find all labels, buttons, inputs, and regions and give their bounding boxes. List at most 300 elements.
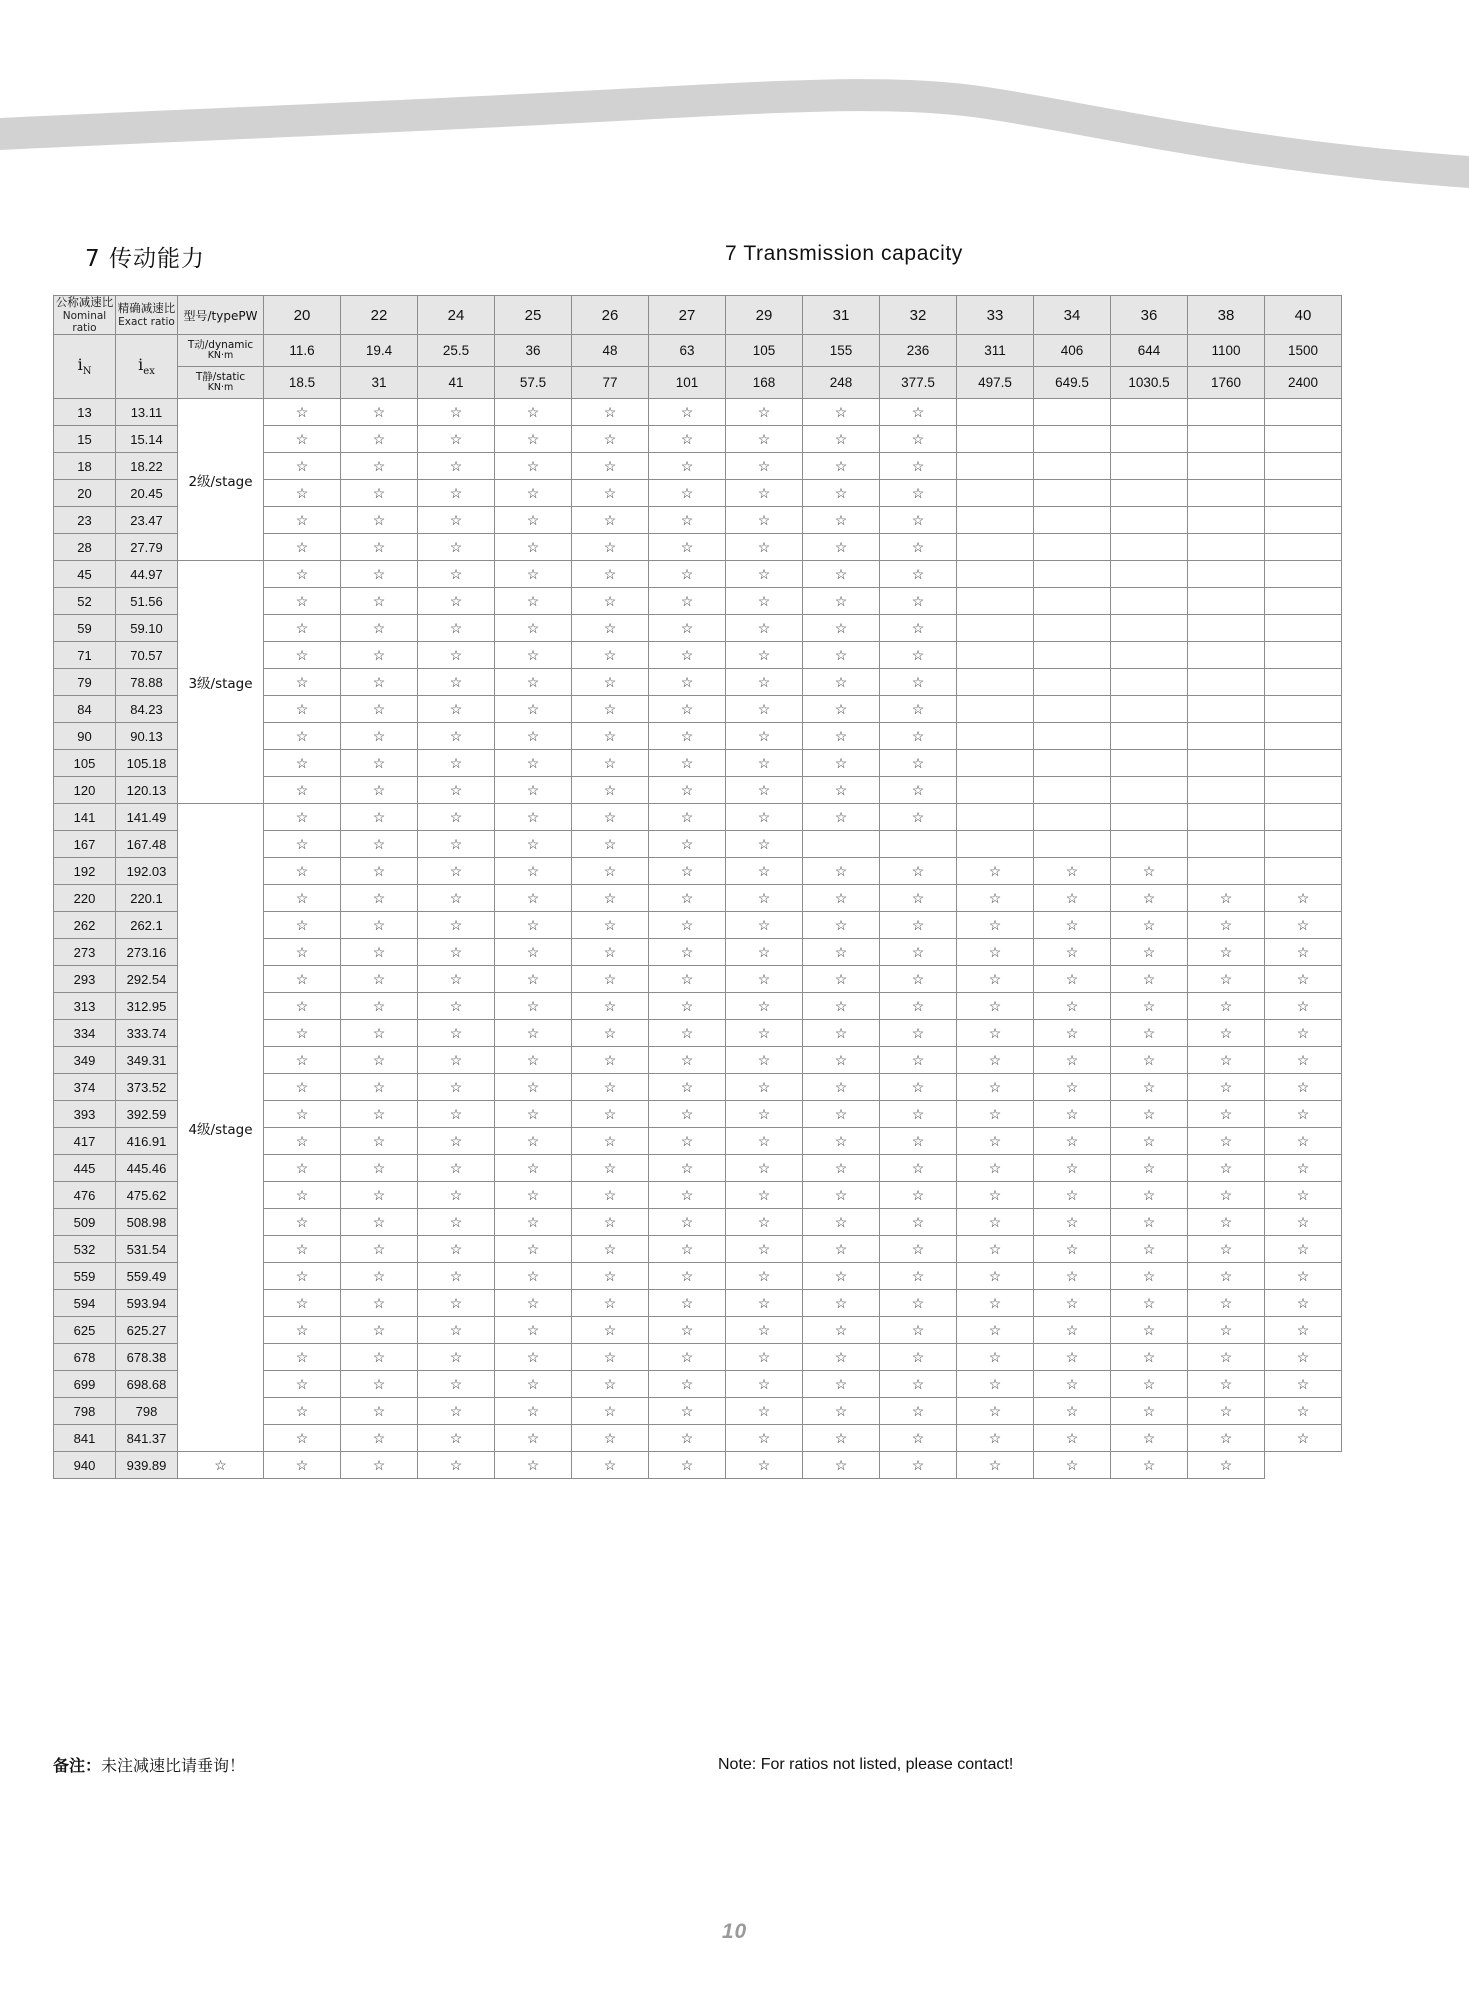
torque-static-value: 41 [418, 367, 495, 399]
cell-exact-ratio: 625.27 [116, 1317, 178, 1344]
header-pw-size: 31 [803, 296, 880, 335]
header-exact-ratio-en: Exact ratio [118, 315, 175, 328]
cell-available-mark: ☆ [1111, 1263, 1188, 1290]
cell-available-mark: ☆ [649, 1209, 726, 1236]
header-pw-size: 33 [957, 296, 1034, 335]
note-cn-label: 备注： [53, 1756, 102, 1775]
cell-available-mark: ☆ [1111, 1128, 1188, 1155]
cell-available-mark: ☆ [572, 588, 649, 615]
cell-available-mark: ☆ [264, 615, 341, 642]
cell-exact-ratio: 593.94 [116, 1290, 178, 1317]
cell-available-mark: ☆ [1034, 939, 1111, 966]
cell-nominal-ratio: 141 [54, 804, 116, 831]
cell-available-mark: ☆ [649, 1263, 726, 1290]
cell-available-mark: ☆ [572, 426, 649, 453]
cell-available-mark: ☆ [1265, 1209, 1342, 1236]
cell-available-mark: ☆ [264, 1398, 341, 1425]
cell-exact-ratio: 292.54 [116, 966, 178, 993]
cell-available-mark: ☆ [418, 534, 495, 561]
cell-available-mark: ☆ [649, 1236, 726, 1263]
cell-available-mark: ☆ [726, 615, 803, 642]
cell-available-mark: ☆ [418, 453, 495, 480]
cell-available-mark: ☆ [880, 642, 957, 669]
cell-unavailable [1111, 777, 1188, 804]
torque-dynamic-value: 63 [649, 335, 726, 367]
cell-available-mark: ☆ [264, 534, 341, 561]
cell-available-mark: ☆ [726, 1236, 803, 1263]
cell-available-mark: ☆ [1034, 993, 1111, 1020]
cell-available-mark: ☆ [1111, 1371, 1188, 1398]
transmission-capacity-table [53, 295, 1342, 1479]
cell-available-mark: ☆ [803, 453, 880, 480]
cell-unavailable [1265, 777, 1342, 804]
cell-available-mark: ☆ [341, 1020, 418, 1047]
cell-available-mark: ☆ [178, 1452, 264, 1479]
cell-available-mark: ☆ [572, 561, 649, 588]
cell-nominal-ratio: 273 [54, 939, 116, 966]
cell-available-mark: ☆ [803, 1074, 880, 1101]
cell-available-mark: ☆ [1188, 1344, 1265, 1371]
cell-available-mark: ☆ [726, 453, 803, 480]
cell-available-mark: ☆ [341, 534, 418, 561]
cell-available-mark: ☆ [726, 750, 803, 777]
cell-available-mark: ☆ [880, 615, 957, 642]
cell-available-mark: ☆ [1034, 1047, 1111, 1074]
cell-available-mark: ☆ [803, 1155, 880, 1182]
cell-unavailable [957, 588, 1034, 615]
cell-available-mark: ☆ [1111, 1155, 1188, 1182]
cell-exact-ratio: 105.18 [116, 750, 178, 777]
cell-available-mark: ☆ [1111, 912, 1188, 939]
cell-exact-ratio: 13.11 [116, 399, 178, 426]
cell-available-mark: ☆ [1034, 1209, 1111, 1236]
cell-unavailable [1111, 507, 1188, 534]
cell-available-mark: ☆ [957, 966, 1034, 993]
cell-exact-ratio: 475.62 [116, 1182, 178, 1209]
cell-available-mark: ☆ [649, 1182, 726, 1209]
cell-unavailable [1034, 696, 1111, 723]
cell-available-mark: ☆ [341, 1074, 418, 1101]
cell-available-mark: ☆ [649, 1047, 726, 1074]
cell-available-mark: ☆ [1111, 993, 1188, 1020]
cell-available-mark: ☆ [957, 1263, 1034, 1290]
cell-nominal-ratio: 45 [54, 561, 116, 588]
cell-available-mark: ☆ [880, 966, 957, 993]
cell-available-mark: ☆ [1111, 1182, 1188, 1209]
cell-available-mark: ☆ [649, 1398, 726, 1425]
cell-available-mark: ☆ [880, 912, 957, 939]
cell-available-mark: ☆ [649, 426, 726, 453]
cell-exact-ratio: 141.49 [116, 804, 178, 831]
note-cn-text: 未注减速比请垂询！ [101, 1756, 246, 1775]
cell-unavailable [957, 723, 1034, 750]
cell-unavailable [957, 804, 1034, 831]
cell-exact-ratio: 939.89 [116, 1452, 178, 1479]
cell-available-mark: ☆ [572, 1425, 649, 1452]
cell-nominal-ratio: 15 [54, 426, 116, 453]
cell-available-mark: ☆ [495, 1020, 572, 1047]
cell-available-mark: ☆ [726, 696, 803, 723]
cell-unavailable [1265, 426, 1342, 453]
cell-available-mark: ☆ [1034, 1128, 1111, 1155]
cell-unavailable [1188, 642, 1265, 669]
cell-available-mark: ☆ [418, 696, 495, 723]
cell-available-mark: ☆ [957, 1344, 1034, 1371]
cell-available-mark: ☆ [341, 669, 418, 696]
cell-available-mark: ☆ [341, 858, 418, 885]
torque-static-value: 1030.5 [1111, 367, 1188, 399]
cell-available-mark: ☆ [572, 723, 649, 750]
cell-available-mark: ☆ [572, 1317, 649, 1344]
cell-available-mark: ☆ [418, 1317, 495, 1344]
header-pw-size: 34 [1034, 296, 1111, 335]
note-cn [53, 1753, 245, 1776]
cell-available-mark: ☆ [649, 1452, 726, 1479]
cell-available-mark: ☆ [726, 561, 803, 588]
cell-available-mark: ☆ [880, 534, 957, 561]
page-title-en: 7 Transmission capacity [725, 242, 963, 265]
cell-exact-ratio: 508.98 [116, 1209, 178, 1236]
cell-available-mark: ☆ [726, 1452, 803, 1479]
cell-available-mark: ☆ [418, 1155, 495, 1182]
cell-available-mark: ☆ [803, 912, 880, 939]
cell-available-mark: ☆ [803, 696, 880, 723]
cell-available-mark: ☆ [880, 750, 957, 777]
cell-unavailable [1034, 777, 1111, 804]
cell-available-mark: ☆ [880, 1452, 957, 1479]
cell-available-mark: ☆ [418, 1236, 495, 1263]
cell-exact-ratio: 192.03 [116, 858, 178, 885]
cell-available-mark: ☆ [341, 1047, 418, 1074]
cell-unavailable [1034, 426, 1111, 453]
cell-available-mark: ☆ [418, 1452, 495, 1479]
cell-available-mark: ☆ [418, 1290, 495, 1317]
cell-available-mark: ☆ [1265, 1317, 1342, 1344]
cell-available-mark: ☆ [572, 696, 649, 723]
cell-available-mark: ☆ [649, 1425, 726, 1452]
table-header-row-dynamic [54, 335, 1342, 367]
cell-available-mark: ☆ [957, 1209, 1034, 1236]
cell-available-mark: ☆ [957, 1182, 1034, 1209]
cell-available-mark: ☆ [649, 1020, 726, 1047]
cell-exact-ratio: 392.59 [116, 1101, 178, 1128]
cell-available-mark: ☆ [649, 615, 726, 642]
cell-available-mark: ☆ [803, 480, 880, 507]
cell-available-mark: ☆ [649, 534, 726, 561]
cell-available-mark: ☆ [1111, 1290, 1188, 1317]
cell-available-mark: ☆ [495, 966, 572, 993]
cell-nominal-ratio: 594 [54, 1290, 116, 1317]
cell-available-mark: ☆ [726, 1398, 803, 1425]
cell-unavailable [1265, 669, 1342, 696]
cell-unavailable [1188, 831, 1265, 858]
cell-available-mark: ☆ [341, 453, 418, 480]
cell-available-mark: ☆ [880, 1074, 957, 1101]
cell-available-mark: ☆ [264, 1344, 341, 1371]
cell-unavailable [1034, 723, 1111, 750]
torque-dynamic-value: 1500 [1265, 335, 1342, 367]
cell-exact-ratio: 120.13 [116, 777, 178, 804]
cell-available-mark: ☆ [1188, 1317, 1265, 1344]
cell-available-mark: ☆ [418, 1371, 495, 1398]
cell-unavailable [1265, 804, 1342, 831]
cell-available-mark: ☆ [418, 1074, 495, 1101]
cell-available-mark: ☆ [803, 939, 880, 966]
torque-dynamic-value: 236 [880, 335, 957, 367]
cell-nominal-ratio: 374 [54, 1074, 116, 1101]
cell-available-mark: ☆ [1188, 1425, 1265, 1452]
cell-nominal-ratio: 79 [54, 669, 116, 696]
cell-available-mark: ☆ [341, 480, 418, 507]
symbol-i-ex-sub: ex [143, 366, 155, 378]
cell-available-mark: ☆ [803, 1425, 880, 1452]
cell-available-mark: ☆ [726, 1182, 803, 1209]
cell-available-mark: ☆ [726, 993, 803, 1020]
table-row [54, 1452, 1342, 1479]
cell-available-mark: ☆ [726, 669, 803, 696]
cell-available-mark: ☆ [880, 885, 957, 912]
cell-nominal-ratio: 13 [54, 399, 116, 426]
cell-available-mark: ☆ [1265, 939, 1342, 966]
symbol-i-ex-base: i [138, 355, 144, 375]
cell-unavailable [1265, 561, 1342, 588]
cell-available-mark: ☆ [1188, 1398, 1265, 1425]
cell-available-mark: ☆ [1111, 885, 1188, 912]
cell-available-mark: ☆ [957, 1317, 1034, 1344]
cell-available-mark: ☆ [495, 507, 572, 534]
cell-available-mark: ☆ [649, 480, 726, 507]
header-pw-size: 38 [1188, 296, 1265, 335]
cell-unavailable [1188, 534, 1265, 561]
cell-available-mark: ☆ [1034, 1344, 1111, 1371]
cell-nominal-ratio: 84 [54, 696, 116, 723]
cell-available-mark: ☆ [880, 723, 957, 750]
cell-available-mark: ☆ [341, 804, 418, 831]
cell-unavailable [1265, 858, 1342, 885]
cell-available-mark: ☆ [880, 1128, 957, 1155]
cell-nominal-ratio: 476 [54, 1182, 116, 1209]
cell-unavailable [1034, 453, 1111, 480]
cell-unavailable [1111, 642, 1188, 669]
cell-available-mark: ☆ [1188, 1047, 1265, 1074]
cell-available-mark: ☆ [418, 1182, 495, 1209]
cell-unavailable [1111, 480, 1188, 507]
cell-available-mark: ☆ [803, 669, 880, 696]
cell-available-mark: ☆ [495, 750, 572, 777]
cell-available-mark: ☆ [726, 966, 803, 993]
cell-available-mark: ☆ [264, 1101, 341, 1128]
cell-available-mark: ☆ [803, 1182, 880, 1209]
cell-available-mark: ☆ [341, 1344, 418, 1371]
cell-nominal-ratio: 798 [54, 1398, 116, 1425]
cell-unavailable [1265, 723, 1342, 750]
cell-available-mark: ☆ [803, 1290, 880, 1317]
cell-unavailable [957, 615, 1034, 642]
cell-available-mark: ☆ [803, 966, 880, 993]
cell-available-mark: ☆ [341, 1155, 418, 1182]
cell-available-mark: ☆ [1034, 1317, 1111, 1344]
cell-available-mark: ☆ [418, 1398, 495, 1425]
cell-unavailable [957, 426, 1034, 453]
cell-unavailable [1111, 453, 1188, 480]
cell-available-mark: ☆ [572, 507, 649, 534]
cell-unavailable [1265, 831, 1342, 858]
cell-available-mark: ☆ [726, 507, 803, 534]
cell-available-mark: ☆ [880, 1317, 957, 1344]
cell-exact-ratio: 678.38 [116, 1344, 178, 1371]
cell-unavailable [1265, 480, 1342, 507]
cell-nominal-ratio: 417 [54, 1128, 116, 1155]
cell-available-mark: ☆ [726, 831, 803, 858]
cell-available-mark: ☆ [572, 1290, 649, 1317]
torque-dynamic-value: 36 [495, 335, 572, 367]
cell-available-mark: ☆ [264, 804, 341, 831]
cell-nominal-ratio: 532 [54, 1236, 116, 1263]
torque-static-value: 649.5 [1034, 367, 1111, 399]
torque-dynamic-value: 105 [726, 335, 803, 367]
cell-available-mark: ☆ [1265, 1425, 1342, 1452]
cell-available-mark: ☆ [572, 1371, 649, 1398]
cell-available-mark: ☆ [264, 1290, 341, 1317]
cell-unavailable [957, 777, 1034, 804]
cell-available-mark: ☆ [572, 912, 649, 939]
cell-unavailable [1188, 858, 1265, 885]
cell-unavailable [1265, 399, 1342, 426]
cell-available-mark: ☆ [803, 885, 880, 912]
header-torque-static [178, 367, 264, 399]
cell-available-mark: ☆ [1111, 1317, 1188, 1344]
cell-available-mark: ☆ [957, 912, 1034, 939]
cell-available-mark: ☆ [726, 1020, 803, 1047]
cell-available-mark: ☆ [341, 1317, 418, 1344]
cell-available-mark: ☆ [572, 1074, 649, 1101]
cell-available-mark: ☆ [1111, 939, 1188, 966]
cell-unavailable [957, 453, 1034, 480]
cell-unavailable [1188, 507, 1265, 534]
cell-exact-ratio: 20.45 [116, 480, 178, 507]
cell-available-mark: ☆ [572, 534, 649, 561]
cell-available-mark: ☆ [1034, 885, 1111, 912]
cell-available-mark: ☆ [1111, 1047, 1188, 1074]
torque-dynamic-value: 311 [957, 335, 1034, 367]
cell-available-mark: ☆ [264, 1317, 341, 1344]
cell-available-mark: ☆ [418, 1047, 495, 1074]
cell-available-mark: ☆ [649, 1290, 726, 1317]
cell-available-mark: ☆ [957, 1425, 1034, 1452]
cell-exact-ratio: 15.14 [116, 426, 178, 453]
cell-available-mark: ☆ [572, 1452, 649, 1479]
cell-available-mark: ☆ [880, 1371, 957, 1398]
cell-available-mark: ☆ [264, 399, 341, 426]
cell-available-mark: ☆ [572, 750, 649, 777]
header-pw-size: 20 [264, 296, 341, 335]
cell-available-mark: ☆ [572, 1128, 649, 1155]
cell-unavailable [1265, 615, 1342, 642]
cell-exact-ratio: 90.13 [116, 723, 178, 750]
cell-available-mark: ☆ [1188, 1263, 1265, 1290]
cell-available-mark: ☆ [726, 642, 803, 669]
cell-available-mark: ☆ [726, 1344, 803, 1371]
cell-stage-label: 4级/stage [178, 804, 264, 1452]
cell-available-mark: ☆ [803, 1047, 880, 1074]
cell-available-mark: ☆ [803, 588, 880, 615]
header-pw-size: 40 [1265, 296, 1342, 335]
cell-available-mark: ☆ [341, 750, 418, 777]
cell-available-mark: ☆ [418, 1344, 495, 1371]
cell-available-mark: ☆ [649, 939, 726, 966]
cell-available-mark: ☆ [880, 1020, 957, 1047]
cell-available-mark: ☆ [726, 777, 803, 804]
torque-dynamic-value: 644 [1111, 335, 1188, 367]
cell-available-mark: ☆ [880, 480, 957, 507]
cell-unavailable [1188, 426, 1265, 453]
cell-unavailable [1111, 399, 1188, 426]
cell-unavailable [957, 696, 1034, 723]
cell-unavailable [1188, 588, 1265, 615]
cell-exact-ratio: 349.31 [116, 1047, 178, 1074]
cell-exact-ratio: 78.88 [116, 669, 178, 696]
cell-available-mark: ☆ [495, 1344, 572, 1371]
cell-available-mark: ☆ [572, 966, 649, 993]
cell-available-mark: ☆ [418, 588, 495, 615]
cell-available-mark: ☆ [264, 723, 341, 750]
header-pw-size: 29 [726, 296, 803, 335]
table-row [54, 804, 1342, 831]
cell-exact-ratio: 23.47 [116, 507, 178, 534]
cell-available-mark: ☆ [1034, 1101, 1111, 1128]
cell-available-mark: ☆ [341, 1290, 418, 1317]
cell-available-mark: ☆ [341, 642, 418, 669]
cell-nominal-ratio: 120 [54, 777, 116, 804]
cell-available-mark: ☆ [572, 615, 649, 642]
cell-available-mark: ☆ [341, 939, 418, 966]
cell-nominal-ratio: 90 [54, 723, 116, 750]
cell-nominal-ratio: 445 [54, 1155, 116, 1182]
cell-available-mark: ☆ [803, 1398, 880, 1425]
cell-nominal-ratio: 293 [54, 966, 116, 993]
cell-available-mark: ☆ [880, 426, 957, 453]
cell-available-mark: ☆ [880, 399, 957, 426]
cell-available-mark: ☆ [726, 885, 803, 912]
table-body [54, 399, 1342, 1479]
cell-available-mark: ☆ [649, 831, 726, 858]
cell-available-mark: ☆ [1188, 1452, 1265, 1479]
symbol-i-n-base: i [77, 355, 83, 375]
cell-available-mark: ☆ [341, 1101, 418, 1128]
cell-available-mark: ☆ [495, 1317, 572, 1344]
header-exact-ratio [116, 296, 178, 335]
torque-static-value: 377.5 [880, 367, 957, 399]
cell-available-mark: ☆ [803, 426, 880, 453]
cell-available-mark: ☆ [495, 1263, 572, 1290]
cell-available-mark: ☆ [957, 885, 1034, 912]
cell-available-mark: ☆ [880, 588, 957, 615]
cell-available-mark: ☆ [1034, 1020, 1111, 1047]
cell-available-mark: ☆ [726, 858, 803, 885]
cell-available-mark: ☆ [341, 588, 418, 615]
cell-available-mark: ☆ [880, 1047, 957, 1074]
cell-available-mark: ☆ [957, 1398, 1034, 1425]
cell-available-mark: ☆ [572, 480, 649, 507]
cell-available-mark: ☆ [1265, 1128, 1342, 1155]
cell-available-mark: ☆ [572, 1344, 649, 1371]
cell-nominal-ratio: 313 [54, 993, 116, 1020]
cell-nominal-ratio: 559 [54, 1263, 116, 1290]
cell-available-mark: ☆ [1034, 1182, 1111, 1209]
cell-available-mark: ☆ [649, 696, 726, 723]
cell-available-mark: ☆ [495, 1074, 572, 1101]
cell-available-mark: ☆ [264, 1425, 341, 1452]
